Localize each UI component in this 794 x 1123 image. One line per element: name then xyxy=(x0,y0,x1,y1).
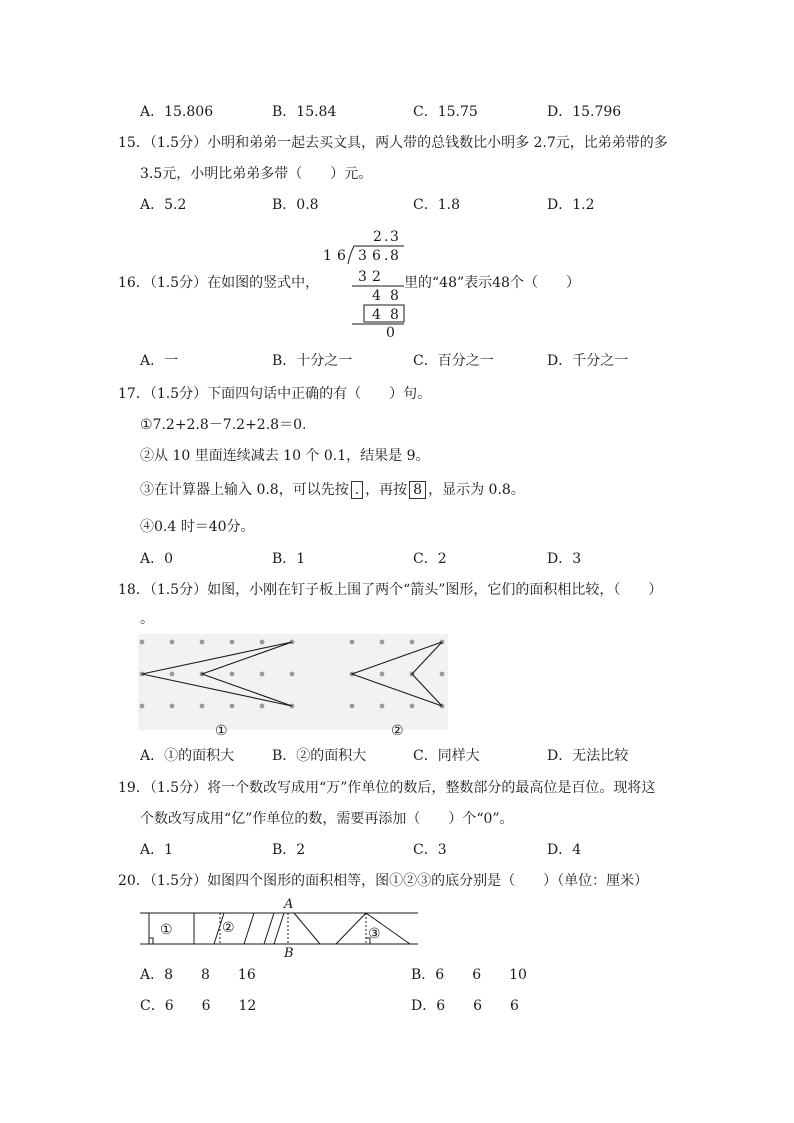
long-division-figure xyxy=(318,226,410,342)
q20-option-b[interactable]: B．6 6 10 xyxy=(411,967,527,983)
figure-label-2: ② xyxy=(391,723,404,739)
q15-option-a[interactable]: A．5.2 xyxy=(140,197,187,213)
pegboard-background xyxy=(138,634,448,730)
q15-option-c[interactable]: C．1.8 xyxy=(413,197,460,213)
q18-stem-line2: 。 xyxy=(140,611,154,627)
q19-stem-line2: 个数改写成用“亿”作单位的数，需要再添加（ ）个“0”。 xyxy=(140,811,514,827)
trapezoid-side xyxy=(294,913,320,944)
q17-option-d[interactable]: D．3 xyxy=(547,551,582,567)
q14-option-b[interactable]: B．15.84 xyxy=(272,104,337,120)
q16-option-d[interactable]: D．千分之一 xyxy=(547,353,629,369)
q15-option-d[interactable]: D．1.2 xyxy=(547,197,595,213)
q17-s3-text-b: ，再按 xyxy=(365,482,408,498)
q15-stem-line1: 15．（1.5分）小明和弟弟一起去买文具，两人带的总钱数比小明多 2.7元，比弟弟带的多 xyxy=(118,135,668,151)
q16-stem-suffix: 里的“48”表示48个（ ） xyxy=(404,275,580,291)
q19-option-b[interactable]: B．2 xyxy=(272,842,306,858)
q15-option-b[interactable]: B．0.8 xyxy=(272,197,319,213)
q17-statement-2: ②从 10 里面连续减去 10 个 0.1，结果是 9。 xyxy=(140,448,430,464)
calculator-key-point: . xyxy=(351,481,363,499)
q17-s3-text-a: ③在计算器上输入 0.8，可以先按 xyxy=(140,482,349,498)
parallelogram-side xyxy=(274,913,284,944)
q19-option-c[interactable]: C．3 xyxy=(413,842,447,858)
q17-stem: 17．（1.5分）下面四句话中正确的有（ ）句。 xyxy=(118,386,432,402)
right-angle-mark xyxy=(149,938,153,944)
q14-option-a[interactable]: A．15.806 xyxy=(140,104,214,120)
triangle-side xyxy=(336,913,366,944)
divisor-digit: 1 xyxy=(323,248,332,264)
dividend-digit: 3 xyxy=(358,248,367,264)
pegboard-figures xyxy=(138,634,448,740)
q20-option-d[interactable]: D．6 6 6 xyxy=(411,998,519,1014)
step3-digit: 8 xyxy=(390,307,399,323)
parallel-strip-figure xyxy=(138,896,420,958)
step1-digit: 2 xyxy=(372,269,381,285)
q17-option-c[interactable]: C．2 xyxy=(413,551,447,567)
q20-stem: 20．（1.5分）如图四个图形的面积相等，图①②③的底分别是（ ）（单位：厘米） xyxy=(118,873,649,889)
dividend-digit: 6 xyxy=(372,248,381,264)
q16-option-b[interactable]: B．十分之一 xyxy=(272,353,353,369)
q20-option-a[interactable]: A．8 8 16 xyxy=(140,967,256,983)
q19-option-a[interactable]: A．1 xyxy=(140,842,174,858)
quotient-point: . xyxy=(384,229,389,245)
q18-option-c[interactable]: C．同样大 xyxy=(413,748,480,764)
remainder-digit: 0 xyxy=(386,325,395,341)
figure-label-1: ① xyxy=(215,723,228,739)
q16-stem-prefix: 16．（1.5分）在如图的竖式中， xyxy=(118,275,320,291)
q19-option-d[interactable]: D．4 xyxy=(547,842,582,858)
division-bracket-line xyxy=(348,246,354,264)
q14-option-d[interactable]: D．15.796 xyxy=(547,104,622,120)
divisor-digit: 6 xyxy=(337,248,346,264)
step3-digit: 4 xyxy=(372,307,381,323)
q16-option-a[interactable]: A．一 xyxy=(140,353,179,369)
q17-statement-3 xyxy=(140,480,525,500)
parallelogram-side xyxy=(264,913,274,944)
shape-label-3: ③ xyxy=(368,926,381,942)
parallelogram-side xyxy=(244,913,254,944)
quotient-digit: 2 xyxy=(373,229,382,245)
q17-statement-1: ①7.2+2.8－7.2+2.8＝0. xyxy=(140,417,307,433)
quotient-digit: 3 xyxy=(390,229,399,245)
step1-digit: 3 xyxy=(358,269,367,285)
shape-label-1: ① xyxy=(160,922,173,938)
shape-label-2: ② xyxy=(222,920,235,936)
q17-option-a[interactable]: A．0 xyxy=(140,551,174,567)
q16-option-c[interactable]: C．百分之一 xyxy=(413,353,494,369)
q18-option-a[interactable]: A．①的面积大 xyxy=(140,748,235,764)
q14-option-c[interactable]: C．15.75 xyxy=(413,104,478,120)
calculator-key-eight: 8 xyxy=(409,481,426,499)
step2-digit: 8 xyxy=(390,288,399,304)
q17-statement-4: ④0.4 时＝40分。 xyxy=(140,519,255,535)
q20-option-c[interactable]: C．6 6 12 xyxy=(140,998,257,1014)
q18-stem-line1: 18．（1.5分）如图，小刚在钉子板上围了两个“箭头”图形，它们的面积相比较，（ ） xyxy=(118,582,663,598)
q17-option-b[interactable]: B．1 xyxy=(272,551,306,567)
q15-stem-line2: 3.5元，小明比弟弟多带（ ）元。 xyxy=(140,166,373,182)
point-label-a: A xyxy=(284,897,294,912)
q19-stem-line1: 19．（1.5分）将一个数改写成用“万”作单位的数后，整数部分的最高位是百位。现将这 xyxy=(118,780,656,796)
dividend-digit: 8 xyxy=(390,248,399,264)
q18-option-b[interactable]: B．②的面积大 xyxy=(272,748,367,764)
point-label-b: B xyxy=(284,946,294,958)
step2-digit: 4 xyxy=(372,288,381,304)
q18-option-d[interactable]: D．无法比较 xyxy=(547,748,629,764)
q17-s3-text-c: ，显示为 0.8。 xyxy=(428,482,525,498)
dividend-point: . xyxy=(384,248,389,264)
